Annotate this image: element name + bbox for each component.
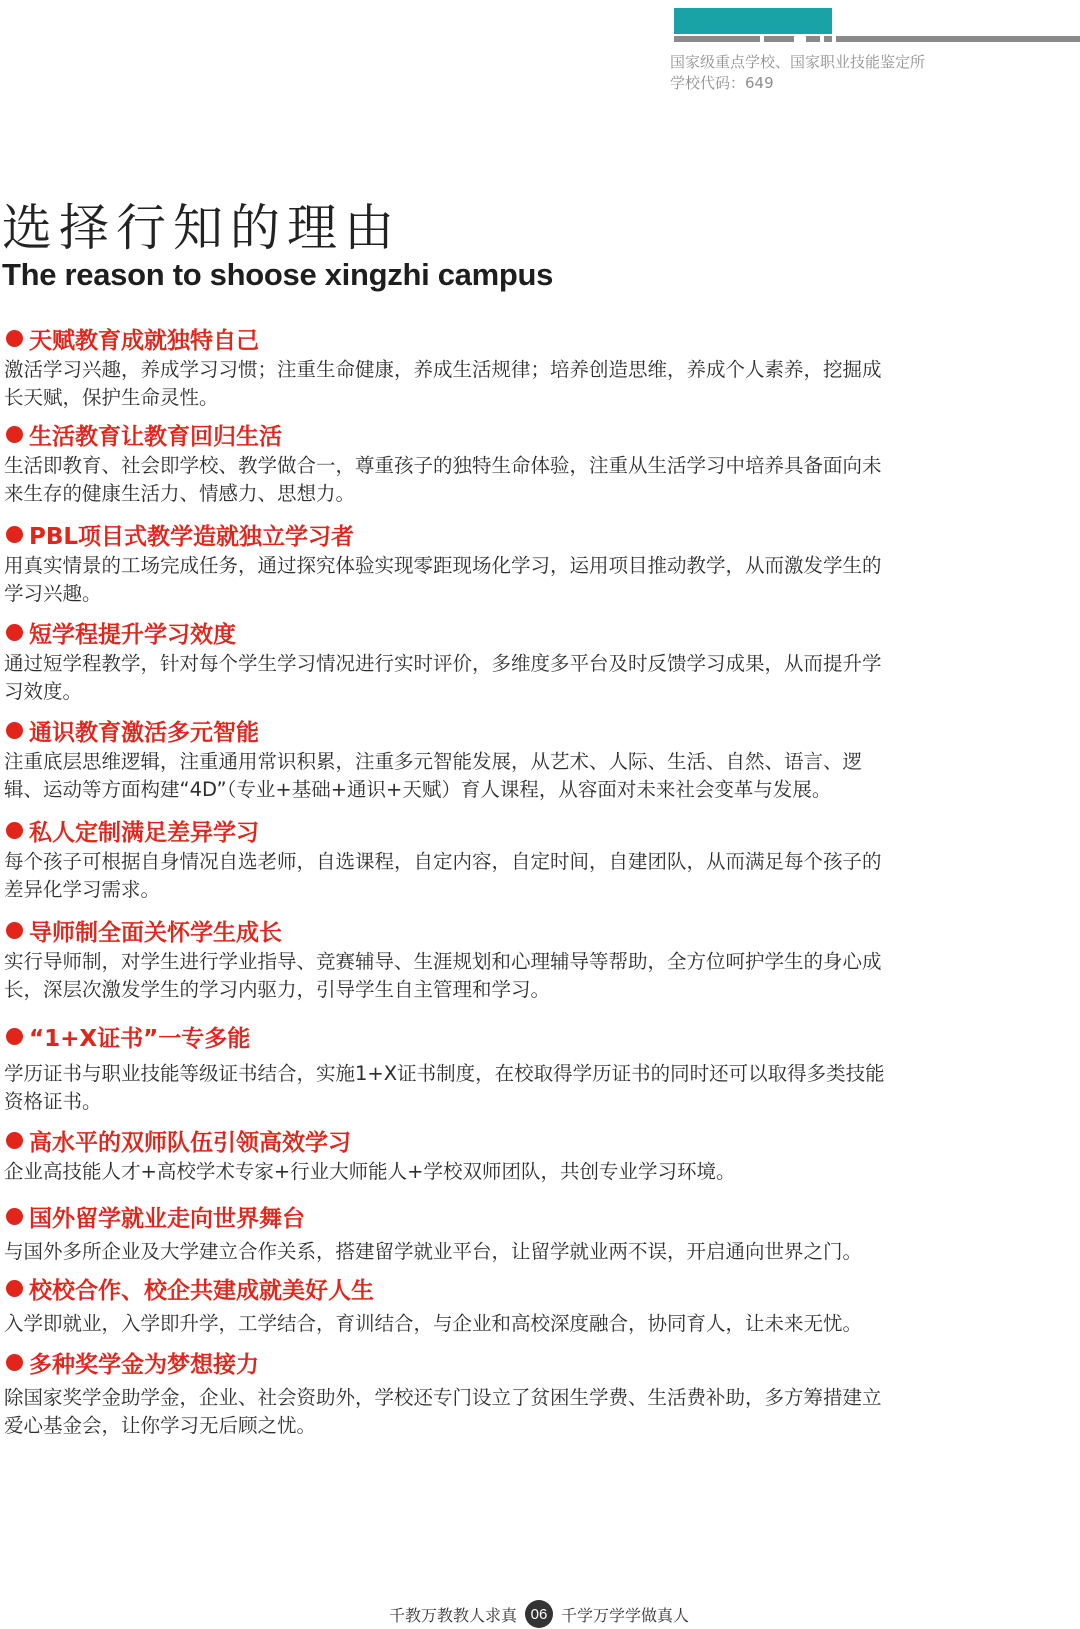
- reason-item: [0, 1020, 900, 1116]
- reason-body: 生活即教育、社会即学校、教学做合一，尊重孩子的独特生命体验，注重从生活学习中培养具备面向未来生存的健康生活力、情感力、思想力。: [4, 454, 882, 505]
- bullet-dot-icon: [6, 330, 23, 347]
- bullet-dot-icon: [6, 1028, 23, 1045]
- reason-item: [0, 418, 900, 508]
- reason-item: [0, 1124, 900, 1186]
- reason-item: [0, 1272, 900, 1338]
- bullet-dot-icon: [6, 526, 23, 543]
- reason-heading: 国外留学就业走向世界舞台: [29, 1205, 305, 1232]
- footer-slogan-left: 千教万教教人求真: [388, 1605, 517, 1625]
- page-title: 选择行知的理由: [2, 199, 401, 257]
- reason-heading: 私人定制满足差异学习: [29, 819, 259, 846]
- page-number: 06: [525, 1600, 553, 1628]
- bullet-dot-icon: [6, 426, 23, 443]
- grey-bar: [836, 36, 1080, 42]
- bullet-dot-icon: [6, 624, 23, 641]
- reason-item: [0, 1346, 900, 1440]
- bullet-dot-icon: [6, 922, 23, 939]
- footer-slogan-right: 千学万学学做真人: [561, 1605, 690, 1625]
- grey-bar: [674, 36, 760, 42]
- reason-heading: 短学程提升学习效度: [29, 621, 236, 648]
- reason-item: [0, 1200, 900, 1266]
- reason-heading: 生活教育让教育回归生活: [29, 423, 282, 450]
- reason-body: 注重底层思维逻辑，注重通用常识积累，注重多元智能发展，从艺术、人际、生活、自然、语言、逻辑、运动等方面构建“4D”（专业+基础+通识+天赋）育人课程，从容面对未来社会变革与发展。: [4, 750, 863, 801]
- bullet-dot-icon: [6, 1354, 23, 1371]
- school-rank: 国家级重点学校、国家职业技能鉴定所: [670, 53, 926, 71]
- header-decoration: [0, 0, 1080, 50]
- reason-heading: 通识教育激活多元智能: [29, 719, 259, 746]
- reason-body: 与国外多所企业及大学建立合作关系，搭建留学就业平台，让留学就业两不误，开启通向世界之门。: [4, 1240, 863, 1263]
- reason-item: [0, 714, 900, 804]
- school-code: 学校代码：649: [670, 74, 774, 92]
- reason-heading: 天赋教育成就独特自己: [29, 327, 259, 354]
- reason-heading: 多种奖学金为梦想接力: [29, 1351, 259, 1378]
- reason-heading: 导师制全面关怀学生成长: [29, 919, 282, 946]
- reason-body: 实行导师制，对学生进行学业指导、竞赛辅导、生涯规划和心理辅导等帮助，全方位呵护学生的身心成长，深层次激发学生的学习内驱力，引导学生自主管理和学习。: [4, 950, 882, 1001]
- reason-body: 学历证书与职业技能等级证书结合，实施1+X证书制度，在校取得学历证书的同时还可以取得多类技能资格证书。: [4, 1062, 885, 1113]
- grey-bar: [824, 36, 832, 42]
- bullet-dot-icon: [6, 1280, 23, 1297]
- reason-item: [0, 322, 900, 412]
- reason-body: 激活学习兴趣，养成学习习惯；注重生命健康，养成生活规律；培养创造思维，养成个人素养，挖掘成长天赋，保护生命灵性。: [4, 358, 882, 409]
- reason-body: 企业高技能人才+高校学术专家+行业大师能人+学校双师团队，共创专业学习环境。: [4, 1160, 736, 1183]
- reason-heading: 高水平的双师队伍引领高效学习: [29, 1129, 351, 1156]
- reason-item: [0, 914, 900, 1004]
- teal-bar: [674, 8, 832, 34]
- reason-body: 每个孩子可根据自身情况自选老师，自选课程，自定内容，自定时间，自建团队，从而满足每个孩子的差异化学习需求。: [4, 850, 882, 901]
- reason-heading: PBL项目式教学造就独立学习者: [29, 523, 355, 550]
- reason-item: [0, 518, 900, 608]
- bullet-dot-icon: [6, 1132, 23, 1149]
- reason-body: 除国家奖学金助学金，企业、社会资助外，学校还专门设立了贫困生学费、生活费补助，多方筹措建立爱心基金会，让你学习无后顾之忧。: [4, 1386, 882, 1437]
- reason-heading: 校校合作、校企共建成就美好人生: [29, 1277, 374, 1304]
- reason-heading: “1+X证书”一专多能: [29, 1025, 251, 1052]
- reason-body: 通过短学程教学，针对每个学生学习情况进行实时评价，多维度多平台及时反馈学习成果，从而提升学习效度。: [4, 652, 882, 703]
- page-subtitle: The reason to shoose xingzhi campus: [2, 257, 554, 292]
- reason-item: [0, 616, 900, 706]
- page-footer: [0, 1601, 1080, 1627]
- grey-bar: [806, 36, 820, 42]
- bullet-dot-icon: [6, 1208, 23, 1225]
- school-info: [670, 52, 1070, 94]
- grey-bar: [764, 36, 794, 42]
- bullet-dot-icon: [6, 722, 23, 739]
- reason-body: 入学即就业，入学即升学，工学结合，育训结合，与企业和高校深度融合，协同育人，让未来无忧。: [4, 1312, 863, 1335]
- bullet-dot-icon: [6, 822, 23, 839]
- reason-item: [0, 814, 900, 904]
- reason-body: 用真实情景的工场完成任务，通过探究体验实现零距现场化学习，运用项目推动教学，从而激发学生的学习兴趣。: [4, 554, 882, 605]
